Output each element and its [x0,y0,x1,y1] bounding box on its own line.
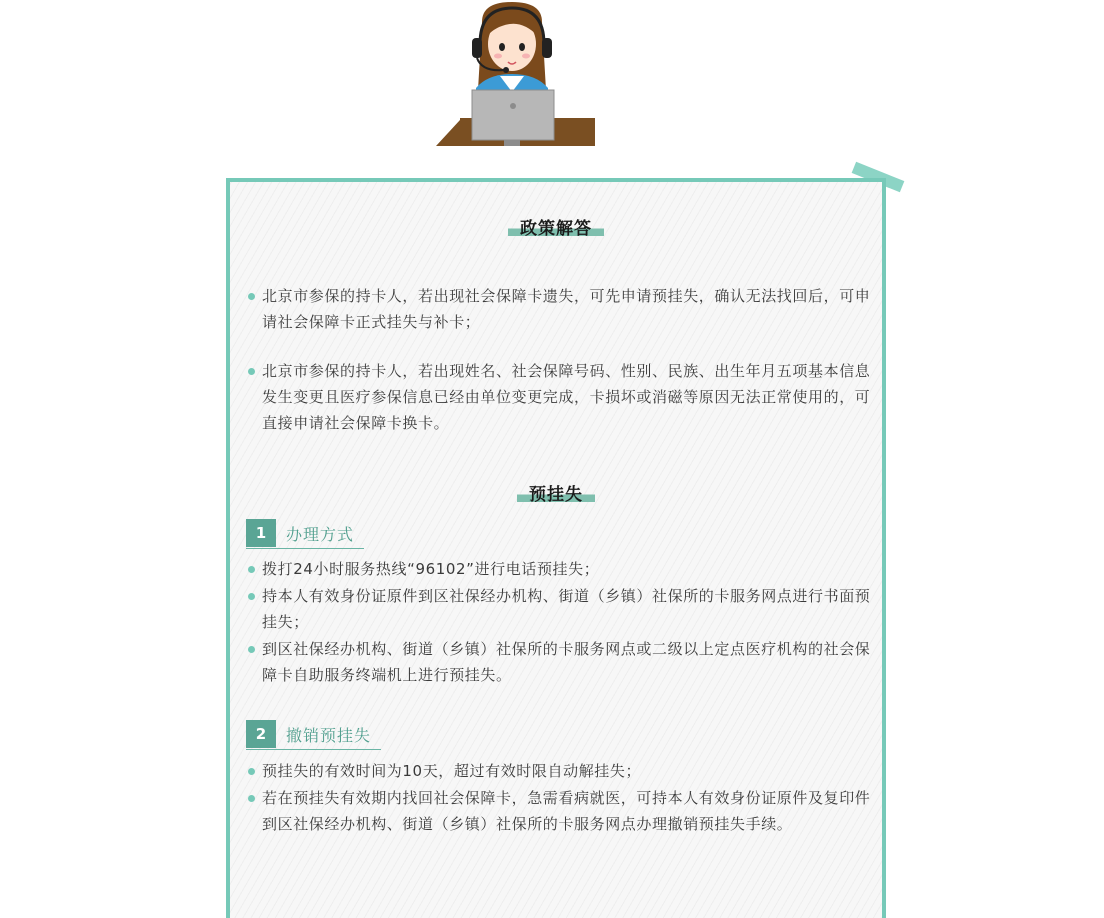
policy-item-2 [246,358,872,436]
method-item-2 [246,583,872,635]
method-item-text: 到区社保经办机构、街道（乡镇）社保所的卡服务网点或二级以上定点医疗机构的社会保障卡自助服务终端机上进行预挂失。 [262,640,871,684]
content-card [226,178,886,918]
cancel-item-1 [246,758,872,784]
method-item-1 [246,556,872,582]
cancel-item-2 [246,785,872,837]
subsection-label: 撤销预挂失 [286,725,372,745]
method-item-text: 持本人有效身份证原件到区社保经办机构、街道（乡镇）社保所的卡服务网点进行书面预挂失； [262,587,871,631]
prelost-heading [230,480,882,505]
policy-item-1 [246,283,872,335]
subsection-header-method [246,518,364,549]
subsection-header-cancel [246,719,381,750]
policy-item-text: 北京市参保的持卡人，若出现姓名、社会保障号码、性别、民族、出生年月五项基本信息发生变更且医疗参保信息已经由单位变更完成，卡损坏或消磁等原因无法正常使用的，可直接申请社会保障卡换卡。 [262,362,871,432]
subsection-label: 办理方式 [286,524,355,544]
bullet-dot [248,293,255,300]
subsection-number: 1 [246,519,276,547]
customer-service-illustration [430,0,600,150]
bullet-dot [248,566,255,573]
bullet-dot [248,768,255,775]
bullet-dot [248,368,255,375]
bullet-dot [248,646,255,653]
prelost-heading-text: 预挂失 [517,480,595,505]
cancel-item-text: 预挂失的有效时间为10天，超过有效时限自动解挂失； [262,762,642,780]
bullet-dot [248,795,255,802]
policy-item-text: 北京市参保的持卡人，若出现社会保障卡遗失，可先申请预挂失，确认无法找回后，可申请社会保障卡正式挂失与补卡； [262,287,871,331]
policy-heading-text: 政策解答 [508,214,604,239]
method-item-text: 拨打24小时服务热线“96102”进行电话预挂失； [262,560,600,578]
policy-heading [230,214,882,239]
subsection-number: 2 [246,720,276,748]
method-item-3 [246,636,872,688]
cancel-item-text: 若在预挂失有效期内找回社会保障卡，急需看病就医，可持本人有效身份证原件及复印件到区社保经办机构、街道（乡镇）社保所的卡服务网点办理撤销预挂失手续。 [262,789,871,833]
bullet-dot [248,593,255,600]
